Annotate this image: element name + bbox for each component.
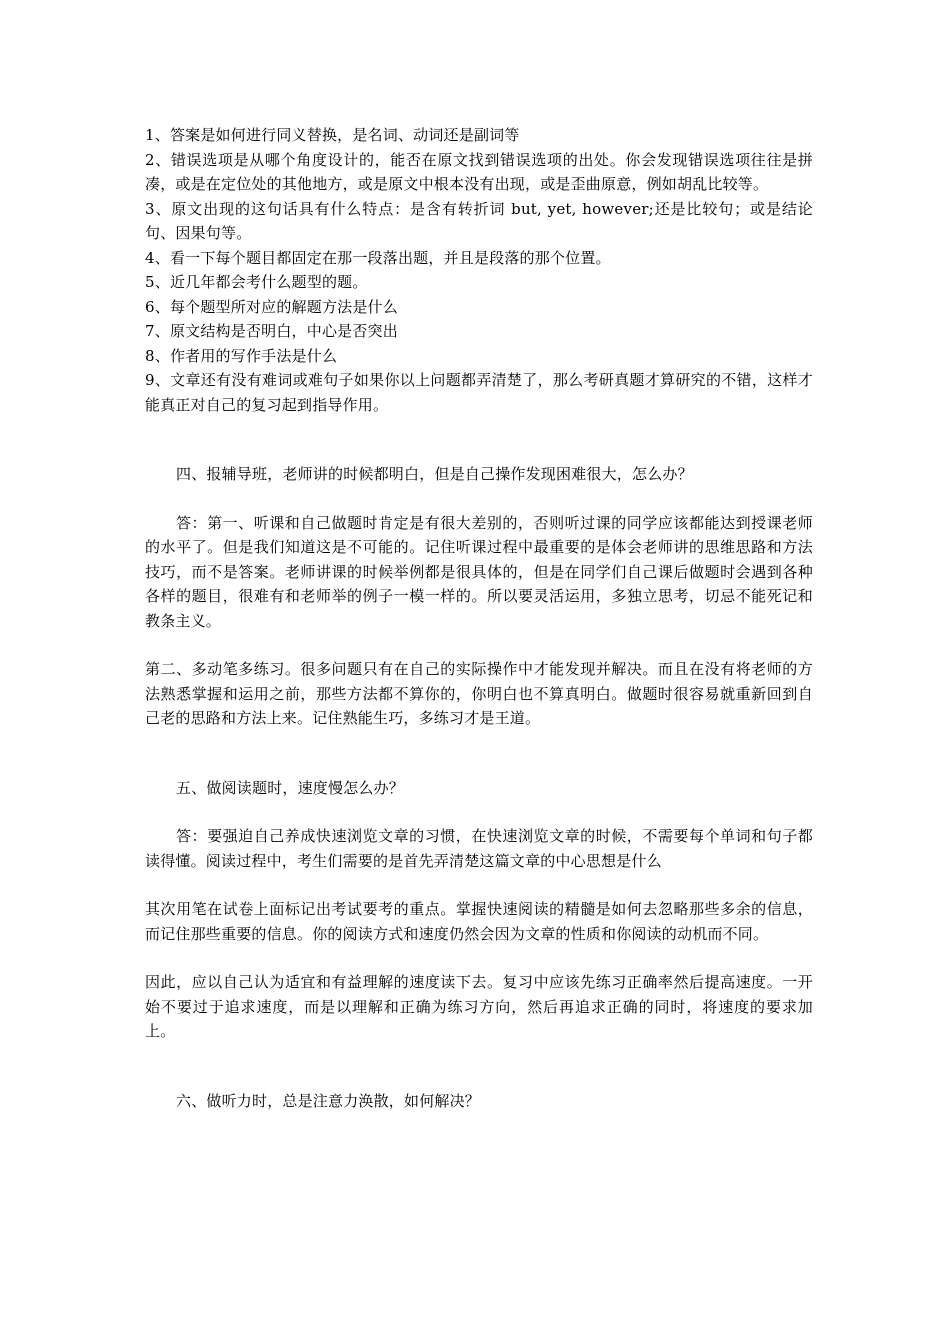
section-5 bbox=[145, 776, 813, 1044]
spacer bbox=[145, 487, 813, 511]
document-page bbox=[145, 123, 813, 1113]
spacer bbox=[145, 873, 813, 897]
section-heading: 四、报辅导班，老师讲的时候都明白，但是自己操作发现困难很大，怎么办？ bbox=[176, 465, 693, 483]
list-item: 3、原文出现的这句话具有什么特点：是含有转折词 but, yet, however;还是比较句；或是结论句、因果句等。 bbox=[145, 199, 813, 242]
paragraph: 答：要强迫自己养成快速浏览文章的习惯，在快速浏览文章的时候，不需要每个单词和句子都读得懂。阅读过程中，考生们需要的是首先弄清楚这篇文章的中心思想是什么 bbox=[145, 827, 813, 870]
spacer bbox=[145, 800, 813, 824]
section-4 bbox=[145, 462, 813, 731]
question-list bbox=[145, 123, 813, 417]
paragraph: 其次用笔在试卷上面标记出考试要考的重点。掌握快速阅读的精髓是如何去忽略那些多余的信息，而记住那些重要的信息。你的阅读方式和速度仍然会因为文章的性质和你阅读的动机而不同。 bbox=[145, 900, 813, 943]
spacer bbox=[145, 1044, 813, 1089]
section-heading: 五、做阅读题时，速度慢怎么办？ bbox=[176, 778, 405, 797]
list-item: 8、作者用的写作手法是什么 bbox=[145, 346, 338, 365]
spacer bbox=[145, 417, 813, 462]
list-item: 1、答案是如何进行同义替换，是名词、动词还是副词等 bbox=[145, 126, 520, 144]
paragraph: 第二、多动笔多练习。很多问题只有在自己的实际操作中才能发现并解决。而且在没有将老师的方法熟悉掌握和运用之前，那些方法都不算你的，你明白也不算真明白。做题时很容易就重新回到自己老的思路和方法上来。记住熟能生巧，多练习才是王道。 bbox=[145, 660, 813, 727]
list-item: 9、文章还有没有难词或难句子如果你以上问题都弄清楚了，那么考研真题才算研究的不错，这样才能真正对自己的复习起到指导作用。 bbox=[145, 371, 813, 414]
list-item: 2、错误选项是从哪个角度设计的，能否在原文找到错误选项的出处。你会发现错误选项往往是拼凑，或是在定位处的其他地方，或是原文中根本没有出现，或是歪曲原意，例如胡乱比较等。 bbox=[145, 150, 813, 193]
spacer bbox=[145, 633, 813, 657]
paragraph: 因此，应以自己认为适宜和有益理解的速度读下去。复习中应该先练习正确率然后提高速度。一开始不要过于追求速度，而是以理解和正确为练习方向，然后再追求正确的同时，将速度的要求加上。 bbox=[145, 973, 813, 1040]
list-item: 7、原文结构是否明白，中心是否突出 bbox=[145, 322, 398, 340]
spacer bbox=[145, 731, 813, 776]
list-item: 4、看一下每个题目都固定在那一段落出题，并且是段落的那个位置。 bbox=[145, 248, 611, 267]
section-heading: 六、做听力时，总是注意力涣散，如何解决？ bbox=[176, 1091, 481, 1110]
spacer bbox=[145, 946, 813, 970]
paragraph: 答：第一、听课和自己做题时肯定是有很大差别的，否则听过课的同学应该都能达到授课老师的水平了。但是我们知道这是不可能的。记住听课过程中最重要的是体会老师讲的思维思路和方法技巧，而不是答案。老师讲课的时候举例都是很具体的，但是在同学们自己课后做题时会遇到各种各样的题目，很难有和老师举的例子一模一样的。所以要灵活运用，多独立思考，切忌不能死记和教条主义。 bbox=[145, 513, 813, 630]
section-6 bbox=[145, 1089, 813, 1114]
list-item: 6、每个题型所对应的解题方法是什么 bbox=[145, 297, 398, 316]
list-item: 5、近几年都会考什么题型的题。 bbox=[145, 273, 368, 291]
